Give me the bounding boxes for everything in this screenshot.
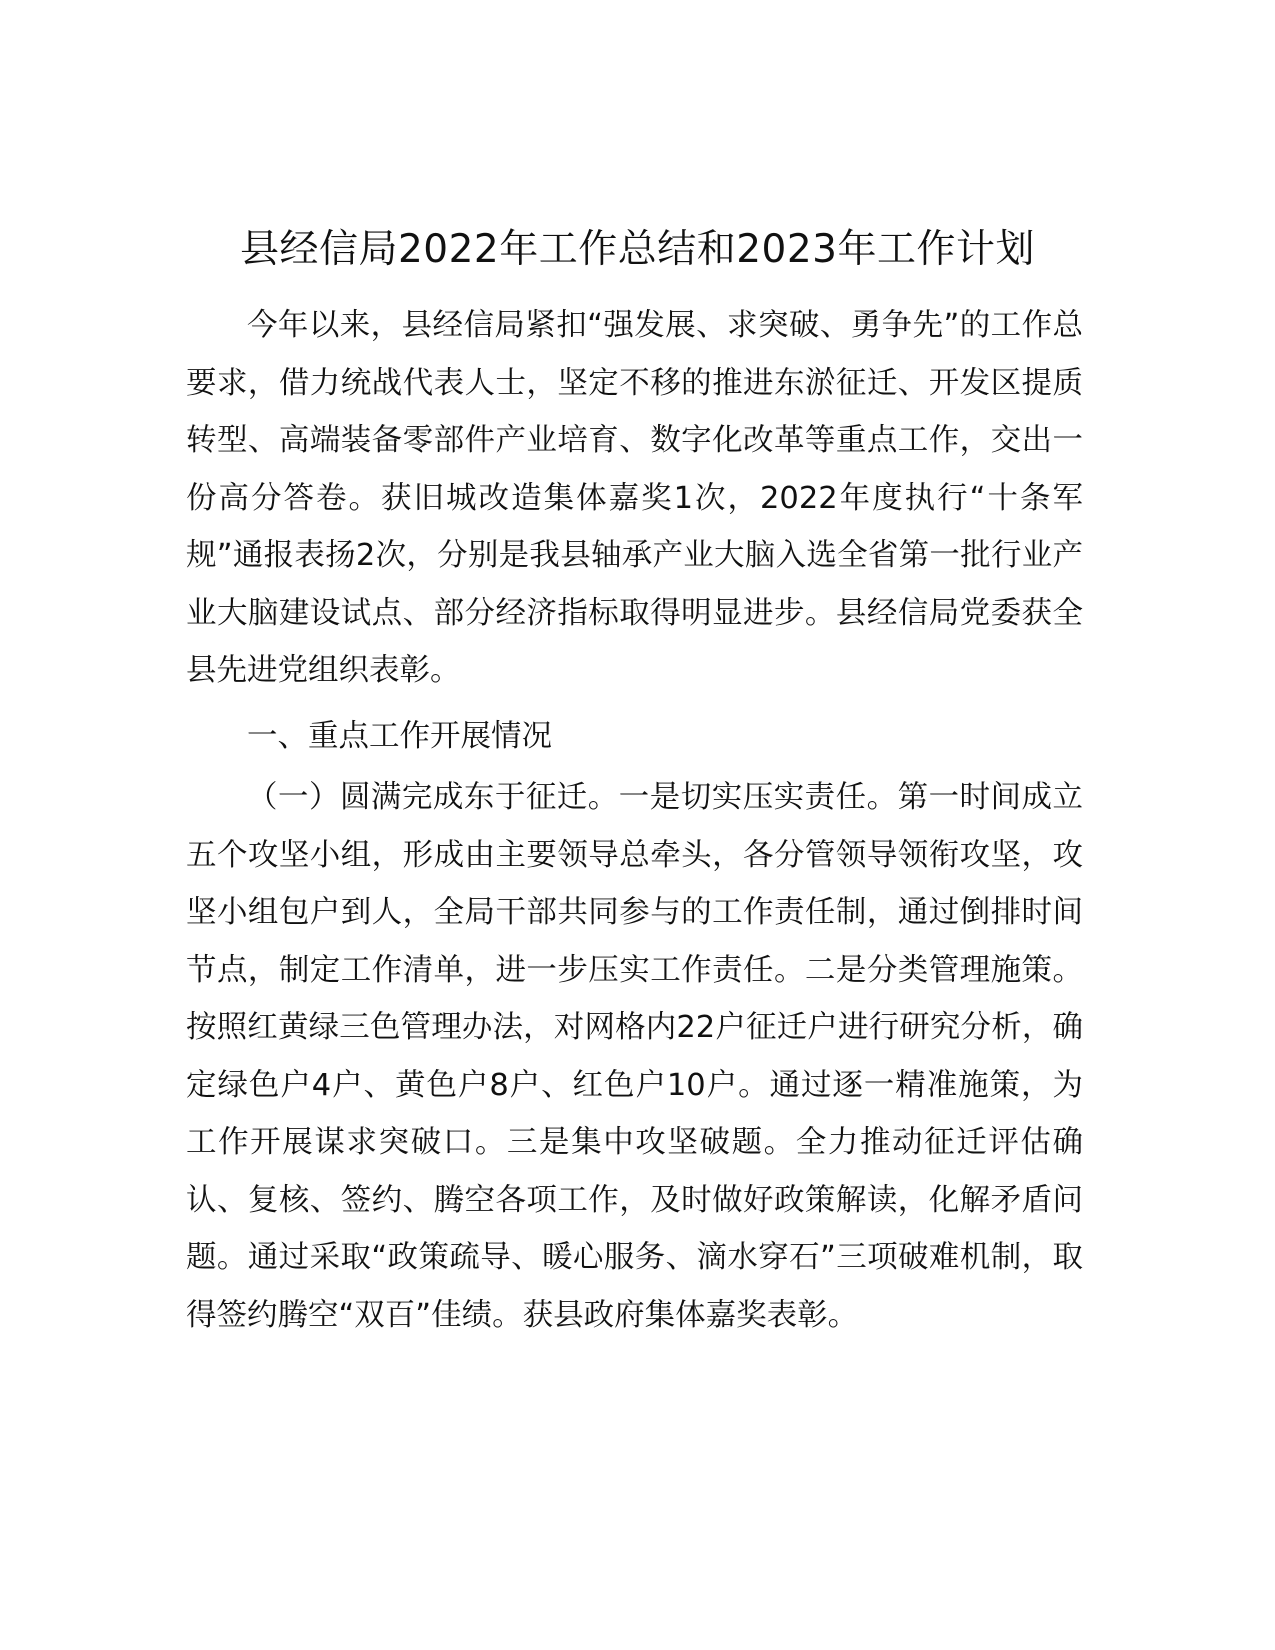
section-heading: 一、重点工作开展情况 xyxy=(247,719,552,754)
subsection-paragraph: （一）圆满完成东于征迁。一是切实压实责任。第一时间成立五个攻坚小组，形成由主要领导总牵头，各分管领导领衔攻坚，攻坚小组包户到人，全局干部共同参与的工作责任制，通过倒排时间节点，制定工作清单，进一步压实工作责任。二是分类管理施策。按照红黄绿三色管理办法，对网格内22户征迁户进行研究分析，确定绿色户4户、黄色户8户、红色户10户。通过逐一精准施策，为工作开展谋求突破口。三是集中攻坚破题。全力推动征迁评估确认、复核、签约、腾空各项工作，及时做好政策解读，化解矛盾问题。通过采取“政策疏导、暖心服务、滴水穿石”三项破难机制，取得签约腾空“双百”佳绩。获县政府集体嘉奖表彰。 xyxy=(186,780,1083,1333)
subsection-one xyxy=(186,769,1083,1344)
intro-section xyxy=(186,297,1083,700)
section-one xyxy=(186,708,1083,766)
document-title: 县经信局2022年工作总结和2023年工作计划 xyxy=(239,227,1035,272)
intro-paragraph: 今年以来，县经信局紧扣“强发展、求突破、勇争先”的工作总要求，借力统战代表人士，坚定不移的推进东淤征迁、开发区提质转型、高端装备零部件产业培育、数字化改革等重点工作，交出一份高分答卷。获旧城改造集体嘉奖1次，2022年度执行“十条军规”通报表扬2次，分别是我县轴承产业大脑入选全省第一批行业产业大脑建设试点、部分经济指标取得明显进步。县经信局党委获全县先进党组织表彰。 xyxy=(186,308,1083,688)
